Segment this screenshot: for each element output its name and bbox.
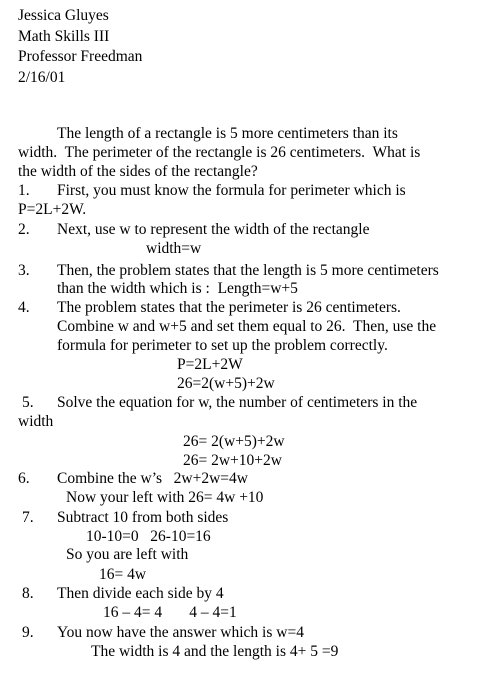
- step-text: Next, use w to represent the width of the rectangle: [57, 221, 370, 238]
- step-equation: 26=2(w+5)+2w: [177, 375, 275, 392]
- step-number: 4.: [18, 299, 30, 316]
- step-equation: 10-10=0 26-10=16: [86, 528, 211, 545]
- step-text: Combine the w’s 2w+2w=4w: [57, 470, 248, 487]
- step-text: Then, the problem states that the length is 5 more centimeters: [57, 262, 439, 279]
- step-equation: 16= 4w: [99, 566, 147, 583]
- step-continuation: Now your left with 26= 4w +10: [66, 489, 264, 506]
- student-name: Jessica Gluyes: [18, 7, 109, 24]
- step-number: 3.: [18, 262, 30, 279]
- step-number: 1.: [18, 182, 30, 199]
- step-number: 9.: [22, 624, 34, 641]
- step-continuation: formula for perimeter to set up the problem correctly.: [57, 337, 388, 354]
- step-continuation: than the width which is : Length=w+5: [57, 280, 298, 297]
- step-number: 5.: [22, 394, 34, 411]
- step-continuation: width: [18, 413, 54, 430]
- step-conclusion: The width is 4 and the length is 4+ 5 =9: [91, 643, 339, 660]
- professor-name: Professor Freedman: [18, 48, 143, 65]
- step-text: Subtract 10 from both sides: [57, 509, 229, 526]
- step-text: Solve the equation for w, the number of centimeters in the: [57, 394, 418, 411]
- step-text: You now have the answer which is w=4: [57, 624, 304, 641]
- step-text: Then divide each side by 4: [57, 585, 224, 602]
- step-number: 7.: [22, 509, 34, 526]
- step-number: 6.: [18, 470, 30, 487]
- step-number: 8.: [22, 585, 34, 602]
- problem-line-3: the width of the sides of the rectangle?: [18, 163, 258, 180]
- step-number: 2.: [18, 221, 30, 238]
- step-equation: P=2L+2W: [177, 356, 243, 373]
- step-continuation: So you are left with: [66, 546, 189, 563]
- document-header: [18, 6, 142, 88]
- course-name: Math Skills III: [18, 27, 110, 45]
- problem-line-2: width. The perimeter of the rectangle is 26 centimeters. What is: [18, 144, 421, 161]
- step-continuation: Combine w and w+5 and set them equal to 26. Then, use the: [57, 318, 437, 335]
- step-text: The problem states that the perimeter is 26 centimeters.: [57, 299, 401, 316]
- problem-line-1: The length of a rectangle is 5 more centimeters than its: [57, 125, 398, 142]
- step-equation: 16 – 4= 4 4 – 4=1: [103, 604, 237, 621]
- step-continuation: P=2L+2W.: [18, 201, 87, 218]
- document-date: 2/16/01: [18, 68, 66, 86]
- step-equation: width=w: [146, 240, 202, 257]
- step-equation: 26= 2w+10+2w: [183, 452, 282, 469]
- step-equation: 26= 2(w+5)+2w: [183, 433, 285, 450]
- step-text: First, you must know the formula for perimeter which is: [57, 182, 406, 199]
